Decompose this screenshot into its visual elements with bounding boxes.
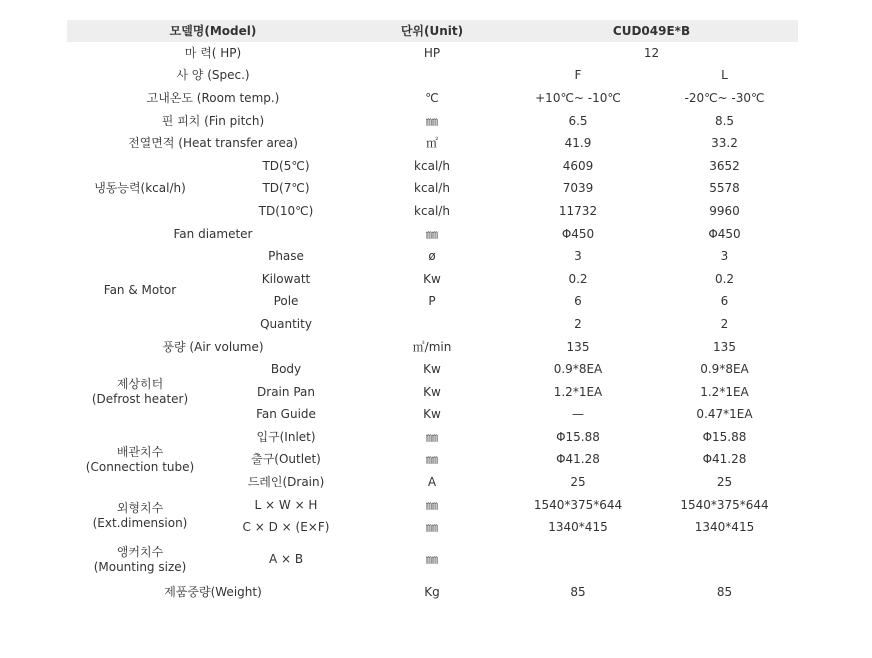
anchor-sub: A × B — [268, 552, 304, 567]
ext-dim-l: 1540*375*644 — [680, 497, 769, 512]
fan-motor-f: 0.2 — [568, 271, 588, 286]
fan-motor-unit — [359, 313, 505, 336]
model-header: 모델명(Model) — [67, 20, 359, 42]
heat-area-unit: ㎡ — [425, 136, 438, 151]
cooling-f: 4609 — [562, 158, 594, 173]
hp-unit: HP — [423, 45, 441, 60]
header-row — [67, 20, 798, 42]
defrost-label-en: (Defrost heater) — [91, 392, 189, 407]
table-row — [67, 42, 798, 65]
connection-f: Φ15.88 — [556, 429, 600, 444]
air-volume-f: 135 — [566, 339, 590, 354]
table-header — [67, 20, 798, 42]
fan-motor-sub: Kilowatt — [261, 271, 311, 286]
defrost-unit: Kw — [423, 362, 441, 377]
anchor-label — [67, 539, 213, 580]
spec-label: 사 양 (Spec.) — [176, 68, 250, 83]
connection-f: 25 — [570, 475, 586, 490]
room-temp-label: 고내온도 (Room temp.) — [146, 90, 280, 105]
fan-motor-f: 3 — [574, 249, 582, 264]
hp-value: 12 — [643, 45, 660, 60]
connection-l: Φ41.28 — [702, 452, 747, 467]
ext-dim-f: 1540*375*644 — [533, 497, 623, 512]
defrost-sub: Body — [270, 362, 302, 377]
defrost-l: 1.2*1EA — [700, 384, 749, 399]
connection-label-en: (Connection tube) — [85, 459, 195, 474]
weight-l: 85 — [716, 584, 733, 599]
anchor-label-ko: 앵커치수 — [116, 544, 164, 559]
ext-dim-unit: ㎜ — [425, 497, 438, 512]
table-row — [67, 132, 798, 155]
cooling-sub: TD(10℃) — [258, 203, 314, 218]
fin-pitch-label: 핀 피치 (Fin pitch) — [161, 113, 265, 128]
spec-f: F — [574, 68, 582, 83]
defrost-l: 0.9*8EA — [700, 362, 749, 377]
anchor-unit: ㎜ — [425, 552, 438, 567]
fan-motor-f: 2 — [574, 316, 582, 331]
cooling-l: 9960 — [709, 203, 740, 218]
defrost-l: 0.47*1EA — [696, 407, 753, 422]
table-row — [67, 494, 798, 517]
table-row — [67, 223, 798, 246]
defrost-sub: Fan Guide — [256, 407, 316, 422]
connection-unit: ㎜ — [425, 429, 438, 444]
fan-motor-label: Fan & Motor — [103, 283, 177, 298]
fan-diameter-label: Fan diameter — [173, 226, 253, 241]
fan-motor-sub: Quantity — [260, 316, 312, 331]
connection-sub: 입구(Inlet) — [256, 429, 316, 444]
cooling-l: 5578 — [709, 181, 740, 196]
ext-dim-sub: C × D × (E×F) — [242, 520, 330, 535]
fan-motor-unit: Kw — [423, 271, 441, 286]
cooling-l: 3652 — [709, 158, 740, 173]
fan-motor-unit: P — [428, 294, 436, 309]
table-body — [67, 42, 798, 604]
defrost-f: 1.2*1EA — [553, 384, 603, 399]
connection-f: Φ41.28 — [556, 452, 600, 467]
connection-unit: A — [427, 475, 437, 490]
fan-motor-sub: Phase — [268, 249, 304, 264]
fin-pitch-unit: ㎜ — [425, 113, 438, 128]
defrost-unit: Kw — [423, 407, 441, 422]
cooling-f: 11732 — [558, 203, 598, 218]
ext-dim-sub: L × W × H — [254, 497, 318, 512]
cooling-unit: kcal/h — [414, 181, 450, 196]
connection-sub: 드레인(Drain) — [247, 475, 325, 490]
table-row — [67, 155, 798, 178]
cooling-sub: TD(5℃) — [262, 158, 310, 173]
weight-unit: Kg — [424, 584, 440, 599]
anchor-label-en: (Mounting size) — [93, 559, 187, 574]
fan-motor-l: 0.2 — [714, 271, 735, 286]
spec-unit — [359, 65, 505, 88]
table-row — [67, 336, 798, 359]
heat-area-label: 전열면적 (Heat transfer area) — [128, 136, 298, 151]
air-volume-label: 풍량 (Air volume) — [162, 339, 264, 354]
cooling-sub: TD(7℃) — [262, 181, 310, 196]
fan-motor-f: 6 — [574, 294, 582, 309]
table-row — [67, 245, 798, 268]
fan-motor-l: 6 — [720, 294, 729, 309]
fan-motor-l: 3 — [720, 249, 729, 264]
defrost-unit: Kw — [423, 384, 441, 399]
ext-dim-label-en: (Ext.dimension) — [92, 516, 188, 531]
cooling-unit: kcal/h — [414, 158, 450, 173]
fan-motor-l: 2 — [720, 316, 729, 331]
ext-dim-f: 1340*415 — [548, 520, 608, 535]
weight-label: 제품중량(Weight) — [164, 584, 262, 599]
table-row — [67, 426, 798, 449]
ext-dim-label-ko: 외형치수 — [116, 501, 164, 516]
fan-motor-unit: ø — [428, 249, 436, 264]
table-row — [67, 110, 798, 133]
connection-sub: 출구(Outlet) — [251, 452, 321, 467]
connection-unit: ㎜ — [425, 452, 438, 467]
room-temp-unit: ℃ — [425, 90, 439, 105]
cooling-unit: kcal/h — [414, 203, 450, 218]
anchor-l — [651, 539, 798, 580]
defrost-label-ko: 제상히터 — [116, 377, 164, 392]
fan-diameter-l: Φ450 — [708, 226, 741, 241]
ext-dim-label — [67, 494, 213, 539]
air-volume-unit: ㎥/min — [412, 339, 452, 354]
fin-pitch-l: 8.5 — [714, 113, 735, 128]
ext-dim-l: 1340*415 — [694, 520, 755, 535]
room-temp-l: -20℃~ -30℃ — [684, 90, 765, 105]
defrost-label — [67, 358, 213, 426]
cooling-f: 7039 — [562, 181, 594, 196]
spec-l: L — [721, 68, 728, 83]
spec-table — [67, 20, 798, 604]
cooling-label: 냉동능력(kcal/h) — [94, 181, 186, 196]
fan-diameter-f: Φ450 — [561, 226, 595, 241]
ext-dim-unit: ㎜ — [425, 520, 438, 535]
connection-l: 25 — [716, 475, 733, 490]
room-temp-f: +10℃~ -10℃ — [535, 90, 621, 105]
connection-l: Φ15.88 — [702, 429, 747, 444]
heat-area-l: 33.2 — [711, 136, 738, 151]
connection-label — [67, 426, 213, 494]
table-row — [67, 65, 798, 88]
connection-label-ko: 배관치수 — [116, 444, 164, 459]
weight-f: 85 — [570, 584, 586, 599]
table-row — [67, 358, 798, 381]
defrost-f: 0.9*8EA — [553, 362, 603, 377]
unit-header: 단위(Unit) — [359, 20, 505, 42]
defrost-f: — — [572, 407, 584, 422]
table-row — [67, 580, 798, 604]
model-value-header: CUD049E*B — [505, 20, 798, 42]
fan-motor-sub: Pole — [273, 294, 299, 309]
hp-label: 마 력( HP) — [184, 45, 242, 60]
table-row — [67, 539, 798, 580]
anchor-f — [505, 539, 651, 580]
heat-area-f: 41.9 — [564, 136, 592, 151]
air-volume-l: 135 — [713, 339, 736, 354]
fan-diameter-unit: ㎜ — [425, 226, 438, 241]
table-row — [67, 87, 798, 110]
defrost-sub: Drain Pan — [257, 384, 315, 399]
fin-pitch-f: 6.5 — [568, 113, 588, 128]
